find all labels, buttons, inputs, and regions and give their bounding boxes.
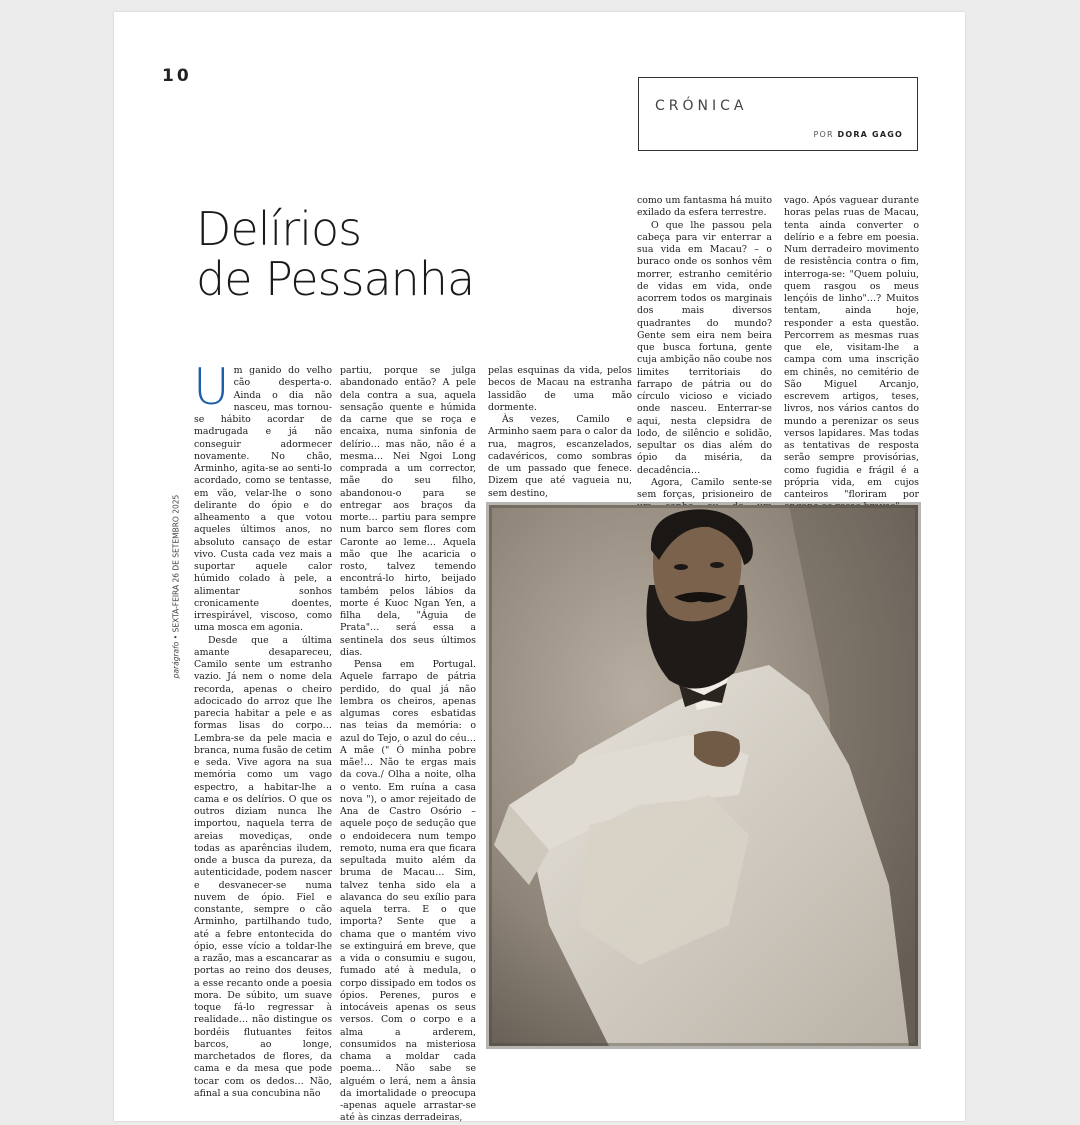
- paragraph: Agora, Camilo sente-se sem forças, prisioneiro de: [637, 476, 772, 500]
- paragraph: vago. Após vaguear durante horas pelas ruas de Macau, tenta ainda converter o delírio e a febre em poesia. Num derradeiro movimento de resistência contra o fim, interroga-se: "Quem poluiu, quem rasgou os meus lençóis de linho"…? Muitos tentam, ainda hoje, responder a esta questão. Percorrem as mesmas ruas que ele, visitam-lhe a campa com uma inscrição em chinês, no cemitério de São Miguel Arcanjo, escrevem artigos, teses, livros, nos vários cantos do mundo a perenizar os seus versos lapidares. Mas todas as tentativas de resposta serão sempre provisórias, como fugidia e frágil é a própria vida, em cujos canteiros "floriram por: [784, 195, 919, 500]
- paragraph: Desde que a última amante desapareceu, Camilo sente um estranho vazio. Já nem o nome dela recorda, apenas o cheiro adocicado do arroz que lhe parecia habitar a pele e as formas lisas do corpo… Lembra-se da pele macia e branca, numa fusão de cetim e seda. Vive agora na sua memória como um vago espectro, a habitar-lhe a cama e os delírios. O que os outros diziam nunca lhe importou, naquela terra de areias movediças, onde todas as aparências iludem, onde a busca da pureza, da autenticidade, podem nascer e desvanecer-se numa nuvem de ópio. Fiel e constante, sempre o cão Arminho, partilhando tudo, até a febre entontecida do ópio, esse vício a toldar-lhe a razão, mas a escancarar as portas ao reino dos deuses, a esse recanto onde a poesia mora. De súbito, um suave toque fá-lo regressar à realidade… não distingue os bordéis flutuantes feitos barcos, ao longe, marchetados de flores, da cama e da mesa que pode tocar com os dedos… Não, afinal a sua concubina não: [194, 634, 332, 1099]
- paragraph: como um fantasma há muito exilado da esfera terrestre.: [637, 195, 772, 219]
- author-name: DORA GAGO: [837, 130, 903, 139]
- section-header-box: [638, 77, 918, 151]
- article-column-5: [784, 195, 919, 505]
- sidebar-folio: [166, 472, 180, 712]
- publication-date: SEXTA-FEIRA 26 DE SETEMBRO 2025: [171, 494, 181, 633]
- publication-name: parágrafo: [171, 641, 181, 679]
- article-column-2: [340, 365, 476, 1124]
- article-column-4: [637, 195, 772, 505]
- page-number: 10: [162, 66, 192, 86]
- paragraph: Pensa em Portugal. Aquele farrapo de pátria perdido, do qual já não lembra os cheiros, apenas algumas cores esbatidas nas teias da memória: o azul do Tejo, o azul do céu…A mãe (" Ó minha pobre mãe!… Não te ergas mais da cova./ Olha a noite, olha o vento. Em ruína a casa nova "), o amor rejeitado de Ana de Castro Osório – aquele poço de sedução que o endoidecera num tempo remoto, numa era que ficara sepultada muito além da bruma de Macau… Sim, talvez tenha sido ela a alavanca do seu exílio para aquela terra. E o que importa? Sente que a chama que o mantém vivo se extinguirá em breve, que a vida o consumiu e sugou, fumado até à medula, o corpo dissipado em todos os ópios. Perenes, puros e intocáveis apenas os seus versos. Com o corpo e a alma a arderem, consumidos na misteriosa chama a moldar cada poema… Não sabe se alguém o lerá, nem a ânsia da imortalidade o preocupa -apenas aquele arrastar-se até às cinzas derradeiras,: [340, 659, 476, 1124]
- paragraph: Às vezes, Camilo e Arminho saem para o calor da rua, magros, escanzelados, cadavéricos, como sombras de um passado que fenece. Dizem que até vagueia nu, sem destino,: [488, 414, 632, 499]
- paragraph-text: m ganido do velho cão desperta-o. Ainda o dia não nasceu, mas tornou-se hábito acordar de madrugada e já não conseguir adormecer novamente. No chão, Arminho, agita-se ao senti-lo acordado, como se tentasse, em vão, velar-lhe o sono delirante do ópio e do alheamento a que votou aqueles últimos anos, no absoluto cansaço de estar vivo. Custa cada vez mais a suportar aquele calor húmido colado à pele, a alimentar sonhos cronicamente doentes, irrespirável, viscoso, como uma mosca em agonia.: [194, 365, 332, 634]
- paragraph: pelas esquinas da vida, pelos becos de Macau na estranha lassidão de uma mão dormente.: [488, 365, 632, 413]
- byline-prefix: POR: [813, 130, 834, 139]
- section-name: CRÓNICA: [655, 98, 748, 114]
- folio-separator: •: [171, 632, 181, 640]
- paragraph: [193, 358, 332, 635]
- newspaper-page: [114, 12, 965, 1124]
- paragraph: O que lhe passou pela cabeça para vir enterrar a sua vida em Macau? – o buraco onde os sonhos vêm morrer, estranho cemitério de vidas em vida, onde acorrem todos os marginais dos mais diversos quadrantes do mundo? Gente sem eira nem beira que busca fortuna, gente cuja ambição não coube nos limites territoriais do farrapo de pátria ou do círculo vicioso e viciado onde nasceu. Enterrar-se aqui, nesta clepsidra de lodo, de silêncio e solidão, sepultar os dias além do ópio da miséria, da decadência…: [637, 219, 772, 476]
- byline: [813, 130, 903, 139]
- headline-line-1: Delírios: [196, 202, 362, 256]
- sidebar-folio-text: [172, 467, 181, 707]
- article-column-3: [488, 365, 632, 505]
- portrait-photo: [489, 505, 918, 1046]
- drop-cap: U: [193, 358, 230, 416]
- article-column-1: [193, 358, 332, 1099]
- paragraph: partiu, porque se julga abandonado então? A pele dela contra a sua, aquela sensação quente e húmida da carne que se roça e encaixa, numa sinfonia de delírio… mas não, não é a mesma… Nei Ngoi Long comprada a um corrector, mãe do seu filho, abandonou-o para se entregar aos braços da morte… partiu para sempre num barco sem flores com Caronte ao leme… Aquela mão que lhe acaricia o rosto, talvez temendo encontrá-lo hirto, beijado também pelos lábios da morte é Kuoc Ngan Yen, a filha dela, "Águia de Prata"… será essa a sentinela dos seus últimos dias.: [340, 365, 476, 658]
- article-headline: [196, 204, 526, 304]
- portrait-image: [489, 505, 918, 1046]
- headline-line-2: de Pessanha: [196, 252, 475, 306]
